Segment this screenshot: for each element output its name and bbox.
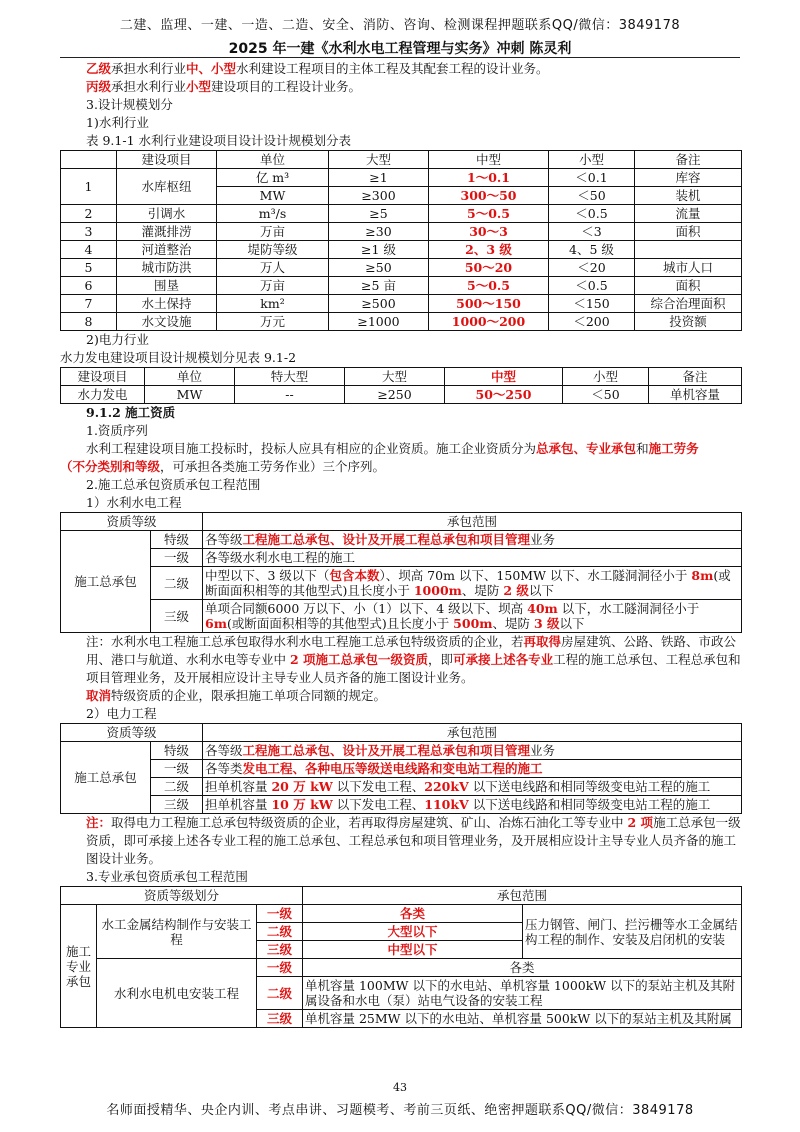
section-title: 9.1.2 施工资质 <box>86 405 176 420</box>
note-paragraph: 取消特级资质的企业，限承担施工单项合同额的规定。 <box>86 688 387 703</box>
cell-small: ＜0.1 <box>549 169 635 187</box>
cell-note <box>635 241 742 259</box>
cell-large: ≥1000 <box>329 313 429 331</box>
cell-scope: 大型以下 <box>303 923 523 941</box>
cell-level: 一级 <box>151 549 203 567</box>
cell-small: ＜150 <box>549 295 635 313</box>
cell-small: 4、5 级 <box>549 241 635 259</box>
footer-contact: 名师面授精华、央企内训、考点串讲、习题模考、考前三页纸、绝密押题联系QQ/微信：3849178 <box>106 1103 694 1118</box>
table-row <box>61 549 742 567</box>
table-header-row <box>61 513 742 531</box>
cell-unit: m³/s <box>217 205 329 223</box>
cell-item: 引调水 <box>117 205 217 223</box>
cell-large: ≥50 <box>329 259 429 277</box>
cell-note: 库容 <box>635 169 742 187</box>
cell-level: 一级 <box>151 760 203 778</box>
header-no <box>61 151 117 169</box>
cell-no: 1 <box>61 169 117 205</box>
cell-unit: 堤防等级 <box>217 241 329 259</box>
cell-mid: 1000～200 <box>429 313 549 331</box>
intro-line-1: 乙级承担水利行业中、小型水利建设工程项目的主体工程及其配套工程的设计业务。 <box>86 61 549 76</box>
cell-scope: 单机容量 25MW 以下的水电站、单机容量 500kW 以下的泵站主机及其附属 <box>303 1010 742 1028</box>
cell-mid: 500～150 <box>429 295 549 313</box>
power-heading: 2)电力行业 <box>86 332 149 347</box>
paragraph: 水利工程建设项目施工投标时，投标人应具有相应的企业资质。施工企业资质分为总承包、专业承包和施工劳务 <box>86 441 699 456</box>
table-row <box>61 959 742 977</box>
cell-small: ＜50 <box>549 187 635 205</box>
cell-level: 二级 <box>257 977 303 1010</box>
cell-large: ≥5 亩 <box>329 277 429 295</box>
cell-category: 施工专业承包 <box>61 905 97 1028</box>
cell-item: 城市防洪 <box>117 259 217 277</box>
table-row <box>61 531 742 549</box>
cell-scope: 中型以下、3 级以下（包含本数）、坝高 70m 以下、150MW 以下、水工隧洞洞径小于 8m(或断面面积相等的其他型式)且长度小于 1000m、堤防 2 级以下 <box>203 567 742 600</box>
table-row <box>61 760 742 778</box>
cell: MW <box>145 386 235 404</box>
subsection-heading: 3.专业承包资质承包工程范围 <box>86 869 248 884</box>
header-cell: 小型 <box>563 368 649 386</box>
power-qualification-table <box>60 723 742 814</box>
cell-item: 围垦 <box>117 277 217 295</box>
cell-small: ＜3 <box>549 223 635 241</box>
note-paragraph: 注：取得电力工程施工总承包特级资质的企业，若再取得房屋建筑、矿山、冶炼石油化工等专业中 2 项施工总承包一级资质，即可承接上述各专业工程的施工总承包、工程总承包和项目管理业务，及开展相应设计主导专业人员齐备的施工图设计业务。 <box>86 815 741 866</box>
header-cell: 中型 <box>445 368 563 386</box>
cell-group: 水利水电机电安装工程 <box>97 959 257 1028</box>
design-scale-table <box>60 150 742 331</box>
cell-level: 一级 <box>257 959 303 977</box>
table-header-row <box>61 724 742 742</box>
table-row <box>61 742 742 760</box>
cell-large: ≥1 级 <box>329 241 429 259</box>
table-row <box>61 205 742 223</box>
cell-mid: 50～20 <box>429 259 549 277</box>
cell-note: 面积 <box>635 277 742 295</box>
cell-item: 水库枢纽 <box>117 169 217 205</box>
header-cell: 备注 <box>635 151 742 169</box>
cell-item: 水文设施 <box>117 313 217 331</box>
cell-scope: 中型以下 <box>303 941 523 959</box>
header-contact: 二建、监理、一建、一造、二造、安全、消防、咨询、检测课程押题联系QQ/微信：3849178 <box>119 18 681 33</box>
cell-level: 特级 <box>151 742 203 760</box>
header-cell: 资质等级 <box>61 513 203 531</box>
cell: 50～250 <box>445 386 563 404</box>
cell-large: ≥1 <box>329 169 429 187</box>
table-row <box>61 223 742 241</box>
cell: 单机容量 <box>649 386 742 404</box>
cell-unit: 万元 <box>217 313 329 331</box>
cell-mid: 30～3 <box>429 223 549 241</box>
header-rule <box>60 57 740 58</box>
table-row <box>61 796 742 814</box>
header-cell: 建设项目 <box>61 368 145 386</box>
table-row <box>61 905 742 923</box>
cell-item: 河道整治 <box>117 241 217 259</box>
cell-mid: 300～50 <box>429 187 549 205</box>
table-header-row <box>61 368 742 386</box>
subsection-heading: 2.施工总承包资质承包工程范围 <box>86 477 261 492</box>
cell-level: 三级 <box>257 941 303 959</box>
header-cell: 资质等级划分 <box>61 887 303 905</box>
cell-level: 一级 <box>257 905 303 923</box>
cell-scope: 担单机容量 20 万 kW 以下发电工程、220kV 以下送电线路和相同等级变电站工程的施工 <box>203 778 742 796</box>
cell-unit: 万亩 <box>217 277 329 295</box>
cell-level: 三级 <box>151 796 203 814</box>
cell-scope: 各类 <box>303 959 742 977</box>
page-content <box>60 60 742 1028</box>
cell-item: 水土保持 <box>117 295 217 313</box>
cell-category: 施工总承包 <box>61 531 151 633</box>
header-cell: 承包范围 <box>203 724 742 742</box>
header-title: 2025 年一建《水利水电工程管理与实务》冲刺 陈灵利 <box>228 41 572 57</box>
cell-mid: 5～0.5 <box>429 205 549 223</box>
header-cell: 建设项目 <box>117 151 217 169</box>
cell-mid: 2、3 级 <box>429 241 549 259</box>
header-cell: 大型 <box>329 151 429 169</box>
cell-scope: 各类 <box>303 905 523 923</box>
cell-no: 5 <box>61 259 117 277</box>
cell: ≥250 <box>345 386 445 404</box>
cell-level: 三级 <box>151 600 203 633</box>
cell-note: 面积 <box>635 223 742 241</box>
cell-small: ＜200 <box>549 313 635 331</box>
section-heading: 3.设计规模划分 <box>86 97 173 112</box>
cell: ＜50 <box>563 386 649 404</box>
cell-note: 压力钢管、闸门、拦污栅等水工金属结构工程的制作、安装及启闭机的安装 <box>523 905 742 959</box>
cell: -- <box>235 386 345 404</box>
cell-level: 三级 <box>257 1010 303 1028</box>
cell-large: ≥500 <box>329 295 429 313</box>
cell-unit: MW <box>217 187 329 205</box>
cell-no: 4 <box>61 241 117 259</box>
intro-line-2: 丙级承担水利行业小型建设项目的工程设计业务。 <box>86 79 362 94</box>
header-cell: 大型 <box>345 368 445 386</box>
cell-small: ＜0.5 <box>549 205 635 223</box>
cell-mid: 1～0.1 <box>429 169 549 187</box>
cell-level: 特级 <box>151 531 203 549</box>
cell-scope: 各等级工程施工总承包、设计及开展工程总承包和项目管理业务 <box>203 742 742 760</box>
cell-note: 装机 <box>635 187 742 205</box>
cell-no: 3 <box>61 223 117 241</box>
header-cell: 中型 <box>429 151 549 169</box>
table-row <box>61 169 742 187</box>
cell-unit: 亿 m³ <box>217 169 329 187</box>
cell-scope: 各等类发电工程、各种电压等级送电线路和变电站工程的施工 <box>203 760 742 778</box>
cell-no: 2 <box>61 205 117 223</box>
cell: 水力发电 <box>61 386 145 404</box>
table-row <box>61 778 742 796</box>
header-cell: 资质等级 <box>61 724 203 742</box>
table-row <box>61 313 742 331</box>
cell-note: 投资额 <box>635 313 742 331</box>
table-header-row <box>61 887 742 905</box>
cell-small: ＜20 <box>549 259 635 277</box>
cell-item: 灌溉排涝 <box>117 223 217 241</box>
cell-no: 6 <box>61 277 117 295</box>
cell-category: 施工总承包 <box>61 742 151 814</box>
power-scale-table <box>60 367 742 404</box>
cell-unit: 万人 <box>217 259 329 277</box>
specialty-qualification-table <box>60 886 742 1028</box>
table-row <box>61 600 742 633</box>
cell-large: ≥300 <box>329 187 429 205</box>
table-row <box>61 259 742 277</box>
cell-note: 流量 <box>635 205 742 223</box>
header-cell: 承包范围 <box>303 887 742 905</box>
cell-scope: 单机容量 100MW 以下的水电站、单机容量 1000kW 以下的泵站主机及其附属设备和水电（泵）站电气设备的安装工程 <box>303 977 742 1010</box>
cell-mid: 5～0.5 <box>429 277 549 295</box>
subsection-heading: 2）电力工程 <box>86 706 157 721</box>
cell-level: 二级 <box>151 778 203 796</box>
subsection-heading: 1.资质序列 <box>86 423 148 438</box>
cell-level: 二级 <box>257 923 303 941</box>
paragraph-cont: （不分类别和等级，可承担各类施工劳务作业）三个序列。 <box>60 459 386 474</box>
cell-scope: 各等级水利水电工程的施工 <box>203 549 742 567</box>
cell-group: 水工金属结构制作与安装工程 <box>97 905 257 959</box>
table-header-row <box>61 151 742 169</box>
table-caption: 表 9.1-1 水利行业建设项目设计设计规模划分表 <box>86 133 352 148</box>
cell-scope: 担单机容量 10 万 kW 以下发电工程、110kV 以下送电线路和相同等级变电站工程的施工 <box>203 796 742 814</box>
table-row <box>61 567 742 600</box>
cell-small: ＜0.5 <box>549 277 635 295</box>
cell-level: 二级 <box>151 567 203 600</box>
header-cell: 承包范围 <box>203 513 742 531</box>
cell-large: ≥5 <box>329 205 429 223</box>
cell-no: 8 <box>61 313 117 331</box>
header-cell: 单位 <box>145 368 235 386</box>
cell-note: 综合治理面积 <box>635 295 742 313</box>
table-row <box>61 277 742 295</box>
hydro-qualification-table <box>60 512 742 633</box>
cell-unit: km² <box>217 295 329 313</box>
cell-unit: 万亩 <box>217 223 329 241</box>
table-row <box>61 241 742 259</box>
header-cell: 单位 <box>217 151 329 169</box>
note-paragraph: 注：水利水电工程施工总承包取得水利水电工程施工总承包特级资质的企业，若再取得房屋建筑、公路、铁路、市政公用、港口与航道、水利水电等专业中 2 项施工总承包一级资质，即可承接上述各专业工程的施工总承包、工程总承包和项目管理业务，及开展相应设计主导专业人员齐备的施工图设计业务。 <box>86 634 741 685</box>
header-cell: 备注 <box>649 368 742 386</box>
page-number: 43 <box>393 1081 407 1094</box>
header-cell: 特大型 <box>235 368 345 386</box>
cell-no: 7 <box>61 295 117 313</box>
header-cell: 小型 <box>549 151 635 169</box>
table-row <box>61 295 742 313</box>
power-caption: 水力发电建设项目设计规模划分见表 9.1-2 <box>60 350 297 365</box>
cell-large: ≥30 <box>329 223 429 241</box>
cell-note: 城市人口 <box>635 259 742 277</box>
subsection-heading: 1)水利行业 <box>86 115 149 130</box>
table-row <box>61 386 742 404</box>
cell-scope: 单项合同额6000 万以下、小（1）以下、4 级以下、坝高 40m 以下，水工隧洞洞径小于 6m(或断面面积相等的其他型式)且长度小于 500m、堤防 3 级以下 <box>203 600 742 633</box>
subsection-heading: 1）水利水电工程 <box>86 495 182 510</box>
cell-scope: 各等级工程施工总承包、设计及开展工程总承包和项目管理业务 <box>203 531 742 549</box>
